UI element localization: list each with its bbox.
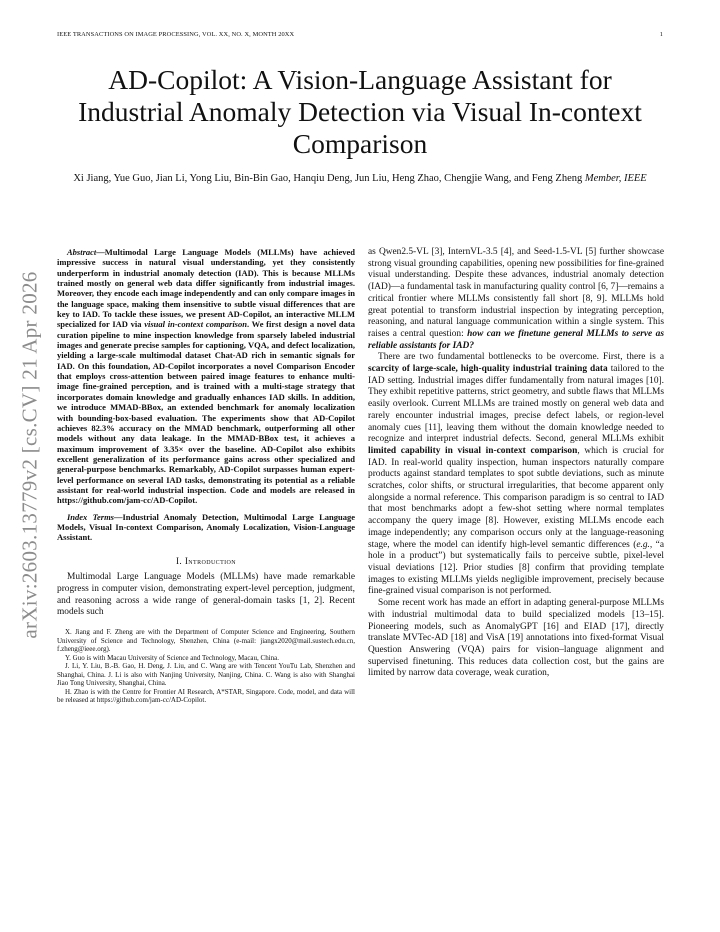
right-column [368,247,664,680]
paper-title: AD-Copilot: A Vision-Language Assistant for Industrial Anomaly Detection via Visual In-context Comparison [78,64,642,159]
page-number: 1 [659,31,663,38]
left-column [57,247,355,705]
footnote: H. Zhao is with the Centre for Frontier AI Research, A*STAR, Singapore. Code, model, and data will be released at https://github.com/jam-cc/AD-Copilot. [57,687,355,705]
italic-phrase: e.g. [636,539,650,550]
author-names: Xi Jiang, Yue Guo, Jian Li, Yong Liu, Bin-Bin Gao, Hanqiu Deng, Jun Liu, Heng Zhao, Chengjie Wang, and Feng Zheng [73,173,583,184]
abstract-emphasis: visual in-context comparison [144,319,247,330]
bold-phrase: scarcity of large-scale, high-quality industrial training data [368,364,608,375]
abstract-text-2: . We first design a novel data curation pipeline to mine inspection knowledge from sparsely labeled industrial images and generate precise samples for captioning, VQA, and defect localization, yielding a large-scale multimodal dataset Chat-AD rich in semantic signals for IAD. On this foundation, AD-Copilot incorporates a novel Comparison Encoder that employs cross-attention between paired image features to enhance multi-image fine-grained perception, and is trained with a multi-stage strategy that incorporates domain knowledge and gradually enhances IAD skills. In addition, we introduce MMAD-BBox, an extended benchmark for anomaly localization with bounding-box-based evaluation. The experiments show that AD-Copilot achieves 82.3% accuracy on the MMAD benchmark, outperforming all other models without any data leakage. In the MMAD-BBox test, it achieves a maximum improvement of 3.35× over the baseline. AD-Copilot also exhibits excellent generalization of its performance gains across other specialized and general-purpose benchmarks. Remarkably, AD-Copilot surpasses human expert-level performance on several IAD tasks, demonstrating its potential as a reliable assistant for real-world industrial inspection. Code and models are released in https://github.com/jam-cc/AD-Copilot. [57,319,355,506]
index-terms [57,512,355,543]
central-question: how can we finetune general MLLMs to serve as reliable assistants for IAD? [368,328,664,351]
section-title: Introduction [184,555,237,566]
author-list [70,172,650,186]
intro-paragraph: Multimodal Large Language Models (MLLMs) have made remarkable progress in computer vision, demonstrating expert-level perception, judgment, and reasoning across a wide range of general-domain tasks [1, 2]. Recent models such [57,572,355,618]
affiliation-footnotes [57,628,355,705]
paragraph-text: , “a hole in a product”) but systematically fails to perceive subtle, pixel-level visual deviations [12]. Prior studies [8] confirm that providing template images to existing MLLMs yields negligible improvement, precisely because fine-grained visual comparison is not performed. [368,539,665,597]
paragraph-text: There are two fundamental bottlenecks to be overcome. First, there is a [378,352,664,363]
paragraph-text: as Qwen2.5-VL [3], InternVL-3.5 [4], and Seed-1.5-VL [5] further showcase strong visual grounding capabilities, opening new possibilities for fine-grained visual understanding. Despite these advances, industrial anomaly detection (IAD)—a fundamental task in manufacturing quality control [6, 7]—remains a critical frontier where MLLMs consistently fall short [8, 9]. MLLMs hold great potential to transform industrial inspection by integrating perception, reasoning, and natural language communication within a single system. This raises a central question: [368,247,664,339]
footnote: J. Li, Y. Liu, B.-B. Gao, H. Deng, J. Liu, and C. Wang are with Tencent YouTu Lab, Shenzhen and Shanghai, China. J. Li is also with Nanjing University, Nanjing, China. C. Wang is also with Shanghai Jiao Tong University, Shanghai, China. [57,662,355,688]
abstract-text-1: —Multimodal Large Language Models (MLLMs) have achieved impressive success in natural visual understanding, yet they consistently underperform in industrial anomaly detection (IAD). This is because MLLMs trained mostly on general web data differ significantly from industrial images. Moreover, they encode each image independently and can only compare images in the language space, making them insensitive to subtle visual differences that are key to IAD. To tackle these issues, we present AD-Copilot, an interactive MLLM specialized for IAD via [57,247,355,330]
journal-header: IEEE TRANSACTIONS ON IMAGE PROCESSING, VOL. XX, NO. X, MONTH 20XX [57,31,295,38]
paragraph-text: , which is crucial for IAD. In real-world quality inspection, human inspectors naturally compare products against standard templates to spot subtle deviations, such as minute scratches, color shifts, or structural irregularities, that become apparent only alongside a normal reference. This comparison paradigm is so central to IAD that most benchmarks adopt a few-shot setting where normal templates accompany the query image [8]. However, existing MLLMs encode each image independently; any comparison occurs only at the language-reasoning stage, where the model can identify high-level semantic differences ( [368,445,664,550]
bottlenecks-paragraph [368,352,664,598]
footnote: X. Jiang and F. Zheng are with the Department of Computer Science and Engineering, Southern University of Science and Technology, Shenzhen, China (e-mail: jiangx2020@mail.sustech.edu.cn, f.zheng@ieee.org). [57,628,355,654]
arxiv-stamp-text: arXiv:2603.13779v2 [cs.CV] 21 Apr 2026 [17,271,42,639]
abstract [57,247,355,506]
running-head [57,31,663,38]
footnote: Y. Guo is with Macau University of Science and Technology, Macau, China. [65,653,280,662]
section-numeral: I. [175,555,185,566]
bold-phrase: limited capability in visual in-context comparison [368,445,578,456]
index-terms-label: Index Terms [67,511,114,522]
paragraph-text: tailored to the IAD setting. Industrial images differ fundamentally from natural images [10]. They exhibit repetitive patterns, strict geometry, and subtle flaws that MLLMs easily overlook. Current MLLMs are trained mostly on general web data and rarely encounter industrial images, precise defect labels, or region-level anomaly cues [11], leaving them without the domain knowledge needed to recognize and interpret industrial defects. Second, general MLLMs exhibit [368,364,664,445]
author-role: Member, IEEE [584,173,647,184]
intro-paragraph-continued [368,247,664,352]
section-heading-introduction [57,556,355,568]
index-terms-text: —Industrial Anomaly Detection, Multimodal Large Language Models, Visual In-context Comparison, Anomaly Localization, Vision-Language Assistant. [57,511,355,543]
related-work-paragraph: Some recent work has made an effort in adapting general-purpose MLLMs with industrial multimodal data to build specialized models [13–15]. Pioneering models, such as AnomalyGPT [16] and EIAD [17], directly translate MVTec-AD [18] and VisA [19] annotations into fixed-format Visual Question Answering (VQA) pairs for vision–language alignment and supervised finetuning. This reduces data collection cost, but the gains are limited by narrow data coverage, weak curation, [368,598,664,679]
abstract-label: Abstract [67,247,97,257]
arxiv-stamp [10,240,50,670]
